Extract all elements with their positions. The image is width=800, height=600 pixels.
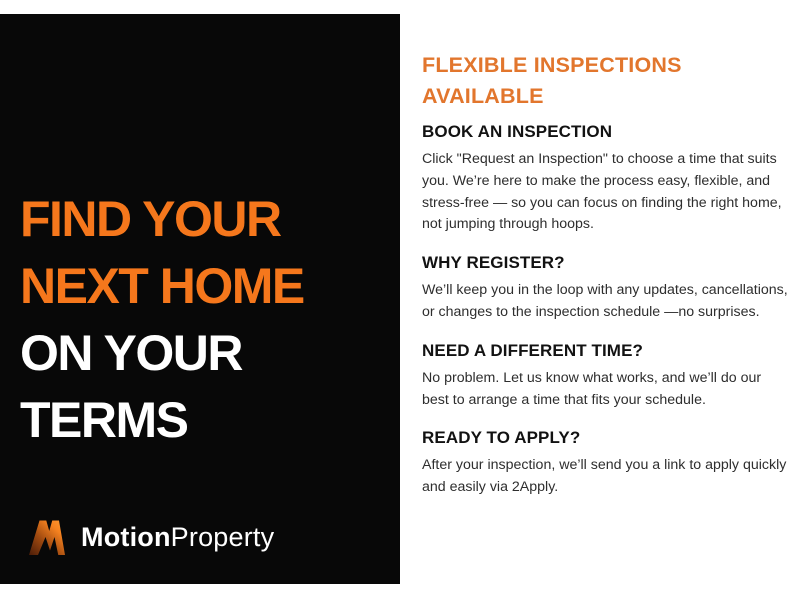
section-body: No problem. Let us know what works, and we’ll do our best to arrange a time that fits your schedule. bbox=[422, 369, 762, 408]
section-ready-to-apply bbox=[422, 425, 788, 499]
section-heading: BOOK AN INSPECTION bbox=[422, 122, 613, 141]
headline-line-1: FIND YOUR bbox=[20, 191, 281, 247]
hero-panel bbox=[0, 14, 400, 584]
section-heading: WHY REGISTER? bbox=[422, 253, 565, 273]
headline-line-3: ON YOUR TERMS bbox=[20, 325, 242, 448]
section-body: Click "Request an Inspection" to choose a time that suits you. We’re here to make the process easy, flexible, and stress-free — so you can focus on finding the right home, not jumping through hoops. bbox=[422, 151, 782, 233]
panel-title: FLEXIBLE INSPECTIONS AVAILABLE bbox=[422, 53, 682, 108]
brand-wordmark-light: Property bbox=[170, 521, 275, 552]
motion-m-logo-icon bbox=[26, 516, 68, 558]
section-body: After your inspection, we’ll send you a link to apply quickly and easily via 2Apply. bbox=[422, 457, 787, 496]
section-heading: NEED A DIFFERENT TIME? bbox=[422, 340, 643, 360]
brand-wordmark-bold: Motion bbox=[81, 521, 171, 552]
section-body: We’ll keep you in the loop with any updates, cancellations, or changes to the inspection schedule —no surprises. bbox=[422, 282, 788, 320]
section-need-a-different-time bbox=[422, 338, 788, 412]
hero-headline bbox=[20, 186, 400, 454]
info-panel bbox=[400, 0, 800, 600]
brand-logo bbox=[26, 516, 274, 558]
headline-line-2: NEXT HOME bbox=[20, 258, 304, 314]
section-book-an-inspection bbox=[422, 119, 788, 236]
section-heading: READY TO APPLY? bbox=[422, 428, 581, 448]
brand-wordmark bbox=[81, 522, 274, 553]
section-why-register bbox=[422, 250, 788, 324]
